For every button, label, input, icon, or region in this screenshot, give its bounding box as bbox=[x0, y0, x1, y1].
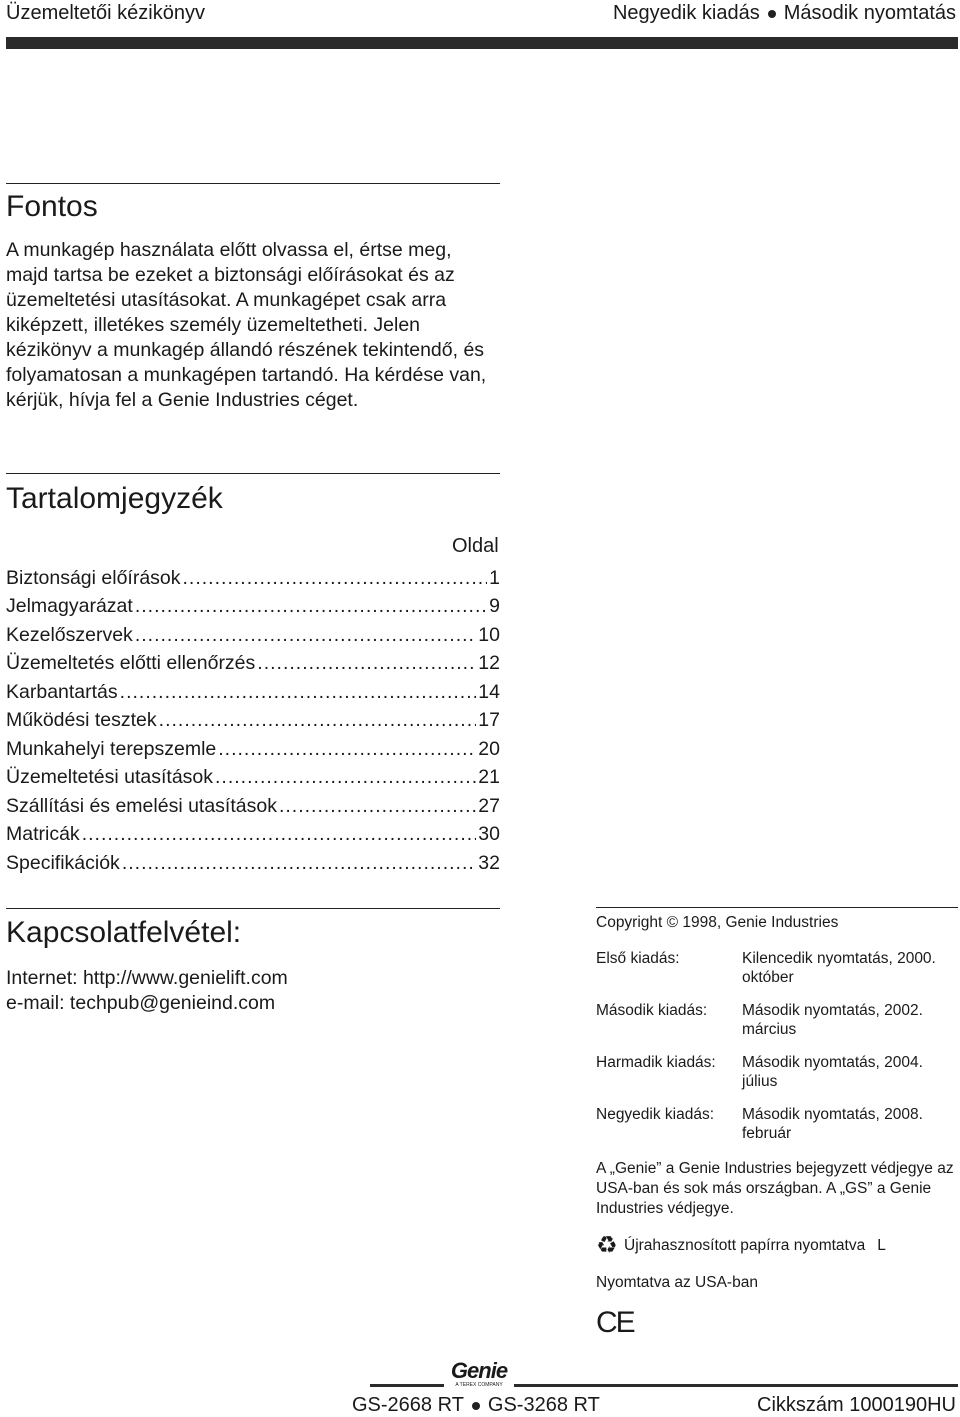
header-bar bbox=[6, 37, 958, 49]
toc-item[interactable] bbox=[6, 818, 500, 847]
toc-leader bbox=[218, 738, 476, 761]
toc-item-page: 12 bbox=[478, 652, 500, 674]
printed-in: Nyomtatva az USA-ban bbox=[596, 1274, 758, 1291]
toc-item-page: 32 bbox=[478, 851, 500, 874]
edition-value: Második nyomtatás, 2002. március bbox=[742, 1002, 923, 1038]
toc-page-label: Oldal bbox=[452, 535, 499, 557]
edition-row bbox=[596, 1053, 956, 1091]
toc-item-title: Üzemeltetés előtti ellenőrzés bbox=[6, 652, 256, 674]
toc-item-title: Üzemeltetési utasítások bbox=[6, 766, 214, 788]
internet-link[interactable]: Internet: http://www.genielift.com bbox=[6, 967, 288, 989]
toc-item-page: 27 bbox=[478, 794, 500, 817]
toc-leader bbox=[120, 681, 477, 704]
toc-leader bbox=[135, 595, 487, 618]
bullet-icon bbox=[472, 1402, 480, 1410]
toc-item[interactable] bbox=[6, 618, 500, 647]
edition-label: Harmadik kiadás: bbox=[596, 1054, 716, 1071]
genie-logo bbox=[444, 1360, 514, 1390]
toc-item-title: Kezelőszervek bbox=[6, 623, 133, 646]
toc-leader bbox=[122, 852, 476, 875]
edition-label: Negyedik kiadás: bbox=[596, 1106, 715, 1123]
section-divider bbox=[6, 183, 500, 184]
publication-info bbox=[596, 914, 956, 1340]
toc-item[interactable] bbox=[6, 789, 500, 818]
toc-item[interactable] bbox=[6, 846, 500, 875]
toc-item-page: 14 bbox=[478, 680, 500, 703]
toc-leader bbox=[257, 652, 476, 675]
logo-subtitle: A TEREX COMPANY bbox=[455, 1382, 503, 1388]
copyright-text: Copyright © 1998, Genie Industries bbox=[596, 914, 839, 931]
toc-list bbox=[6, 561, 500, 875]
bullet-icon bbox=[768, 10, 776, 18]
edition-label: Első kiadás: bbox=[596, 950, 680, 967]
toc-item[interactable] bbox=[6, 561, 500, 590]
toc-item[interactable] bbox=[6, 647, 500, 676]
logo-wordmark: Genie bbox=[450, 1358, 508, 1383]
toc-item-title: Karbantartás bbox=[6, 680, 118, 703]
toc-item[interactable] bbox=[6, 732, 500, 761]
toc-leader bbox=[183, 567, 488, 590]
toc-leader bbox=[215, 766, 476, 789]
printing-label: Második nyomtatás bbox=[783, 2, 956, 24]
contact-info bbox=[6, 966, 288, 1016]
toc-item-title: Működési tesztek bbox=[6, 709, 157, 731]
toc-item-page: 30 bbox=[478, 823, 500, 845]
trademark-text: A „Genie” a Genie Industries bejegyzett védjegye az USA-ban és sok más országban. A „GS” a Genie Industries védjegye. bbox=[596, 1160, 954, 1217]
toc-item-page: 21 bbox=[478, 766, 500, 788]
part-number: Cikkszám 1000190HU bbox=[757, 1394, 956, 1416]
edition-row bbox=[596, 1001, 956, 1039]
toc-item-page: 20 bbox=[478, 737, 500, 760]
edition-value: Második nyomtatás, 2008. február bbox=[742, 1106, 923, 1142]
toc-item-title: Matricák bbox=[6, 823, 80, 845]
recycled-note bbox=[596, 1231, 956, 1260]
recycled-text: Újrahasznosított papírra nyomtatva bbox=[624, 1236, 866, 1254]
edition-label: Második kiadás: bbox=[596, 1002, 708, 1019]
important-text: A munkagép használata előtt olvassa el, értse meg, majd tartsa be ezeket a biztonsági előírásokat és az üzemeltetési utasításokat. A munkagépet csak arra kiképzett, illetékes személy üzemeltetheti. Jelen kézikönyv a munkagép állandó részének tekintendő, és folyamatosan a munkagépen tartandó. Ha kérdése van, kérjük, hívja fel a Genie Industries céget. bbox=[6, 239, 487, 411]
toc-leader bbox=[135, 624, 476, 647]
toc-item[interactable] bbox=[6, 590, 500, 619]
toc-heading: Tartalomjegyzék bbox=[6, 482, 223, 515]
contact-heading: Kapcsolatfelvétel: bbox=[6, 916, 242, 949]
section-divider bbox=[6, 908, 500, 909]
email-link[interactable]: e-mail: techpub@genieind.com bbox=[6, 992, 276, 1014]
edition-row bbox=[596, 949, 956, 987]
toc-item[interactable] bbox=[6, 761, 500, 790]
toc-item-page: 17 bbox=[478, 709, 500, 731]
toc-item-title: Jelmagyarázat bbox=[6, 595, 133, 617]
toc-item-page: 10 bbox=[478, 623, 500, 646]
model-a: GS-2668 RT bbox=[352, 1394, 464, 1416]
toc-leader bbox=[279, 795, 476, 818]
toc-item[interactable] bbox=[6, 675, 500, 704]
edition-label: Negyedik kiadás bbox=[612, 2, 760, 24]
important-heading: Fontos bbox=[6, 190, 98, 223]
edition-row bbox=[596, 1105, 956, 1143]
toc-item-page: 1 bbox=[489, 566, 500, 589]
manual-title: Üzemeltetői kézikönyv bbox=[6, 2, 205, 24]
model-b: GS-3268 RT bbox=[487, 1394, 600, 1416]
edition-value: Kilencedik nyomtatás, 2000. október bbox=[742, 950, 936, 986]
recycled-mark: L bbox=[877, 1236, 886, 1254]
edition-value: Második nyomtatás, 2004. július bbox=[742, 1054, 923, 1090]
toc-item-title: Biztonsági előírások bbox=[6, 566, 181, 589]
toc-item-title: Szállítási és emelési utasítások bbox=[6, 794, 277, 817]
toc-leader bbox=[159, 709, 477, 732]
model-numbers bbox=[352, 1394, 600, 1417]
toc-item[interactable] bbox=[6, 704, 500, 733]
edition-info bbox=[613, 2, 956, 25]
toc-item-title: Specifikációk bbox=[6, 851, 120, 874]
toc-item-title: Munkahelyi terepszemle bbox=[6, 737, 217, 760]
toc-item-page: 9 bbox=[489, 595, 500, 617]
recycle-icon: ♻ bbox=[596, 1232, 618, 1259]
ce-mark-icon: CE bbox=[596, 1306, 634, 1339]
toc-leader bbox=[82, 823, 477, 846]
section-divider bbox=[596, 907, 958, 908]
section-divider bbox=[6, 473, 500, 474]
